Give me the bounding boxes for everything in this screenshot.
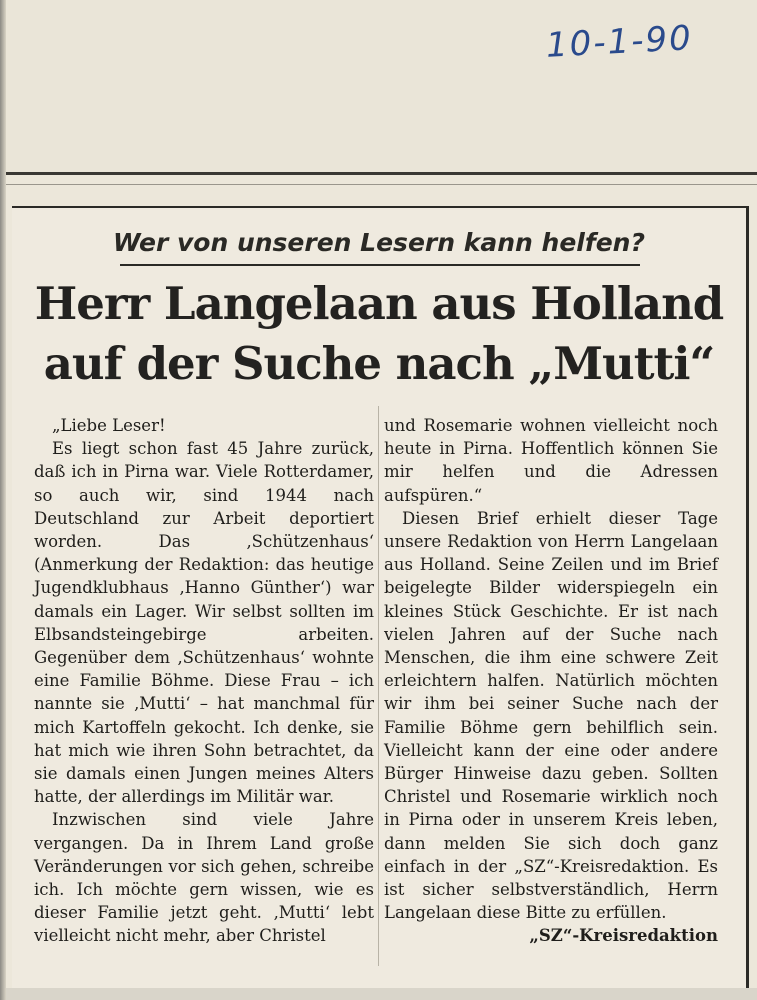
letter-salutation: „Liebe Leser! (52, 416, 166, 435)
fold-line (6, 172, 757, 175)
right-column (384, 414, 718, 948)
fold-line-secondary (6, 184, 757, 185)
letter-paragraph-1: Es liegt schon fast 45 Jahre zurück, daß ich in Pirna war. Viele Rotterdamer, so auch wir, sind 1944 nach Deutschland zur Arbeit deportiert worden. Das ‚Schützenhaus‘ (Anmerkung der Redaktion: das heutige Jugendklubhaus ‚Hanno Günther‘) war damals ein Lager. Wir selbst sollten im Elbsandsteingebirge arbeiten. Gegenüber dem ‚Schützenhaus‘ wohnte eine Familie Böhme. Diese Frau – ich nannte sie ‚Mutti‘ – hat manchmal für mich Kartoffeln gekocht. Ich denke, sie hat mich wie ihren Sohn betrachtet, da sie damals einen Jungen meines Alters hatte, der allerdings im Militär war. (34, 439, 374, 807)
handwritten-date: 10-1-90 (545, 18, 694, 66)
column-divider (378, 406, 379, 966)
letter-paragraph-3: und Rosemarie wohnen vielleicht noch heute in Pirna. Hoffentlich können Sie mir helfen und die Adressen aufspüren.“ (384, 416, 718, 505)
headline-line-1: Herr Langelaan aus Holland (34, 277, 724, 330)
headline-line-2: auf der Suche nach „Mutti“ (43, 337, 715, 390)
newspaper-clipping (12, 206, 749, 988)
letter-paragraph-2: Inzwischen sind viele Jahre vergangen. Da in Ihrem Land große Veränderungen vor sich gehen, schreibe ich. Ich möchte gern wissen, wie es dieser Familie jetzt geht. ‚Mutti‘ lebt vielleicht nicht mehr, aber Christel (34, 810, 374, 946)
editorial-signature: „SZ“-Kreisredaktion (529, 926, 718, 946)
kicker-headline: Wer von unseren Lesern kann helfen? (113, 228, 645, 257)
main-headline (12, 274, 746, 394)
scan-bottom-edge (6, 988, 757, 1000)
paper-header-area (6, 0, 757, 172)
left-column (34, 414, 374, 948)
kicker-underline (120, 264, 640, 266)
editorial-paragraph: Diesen Brief erhielt dieser Tage unsere Redaktion von Herrn Langelaan aus Holland. Seine Zeilen und im Brief beigelegte Bilder widerspiegeln ein kleines Stück Geschichte. Er ist nach vielen Jahren auf der Suche nach Menschen, die ihm eine schwere Zeit erleichtern halfen. Natürlich möchten wir ihm bei seiner Suche nach der Familie Böhme gern behilflich sein. Vielleicht kann der eine oder andere Bürger Hinweise dazu geben. Sollten Christel und Rosemarie wirklich noch in Pirna oder in unserem Kreis leben, dann melden Sie sich doch ganz einfach in der „SZ“-Kreisredaktion. Es ist sicher selbstverständlich, Herrn Langelaan diese Bitte zu erfüllen. (384, 508, 718, 923)
